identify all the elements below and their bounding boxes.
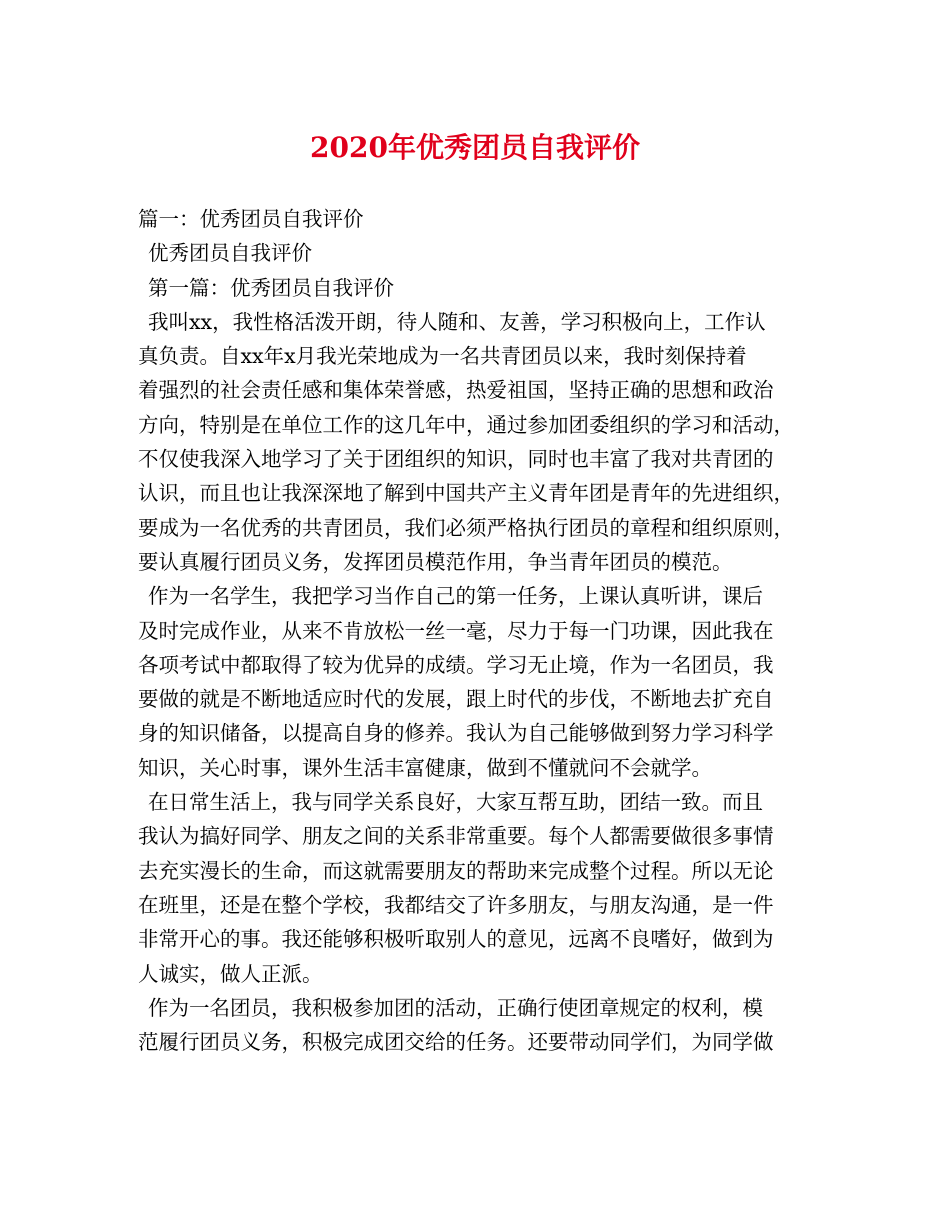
body-line: 我认为搞好同学、朋友之间的关系非常重要。每个人都需要做很多事情	[138, 824, 774, 849]
body-line: 方向，特别是在单位工作的这几年中，通过参加团委组织的学习和活动，	[138, 412, 794, 437]
body-line: 作为一名学生，我把学习当作自己的第一任务，上课认真听讲，课后	[148, 584, 763, 609]
body-line: 人诚实，做人正派。	[138, 961, 323, 986]
body-line: 第一篇：优秀团员自我评价	[148, 275, 394, 300]
body-line: 非常开心的事。我还能够积极听取别人的意见，远离不良嗜好，做到为	[138, 927, 774, 952]
body-line: 真负责。自xx年x月我光荣地成为一名共青团员以来，我时刻保持着	[138, 344, 747, 369]
body-line: 及时完成作业，从来不肯放松一丝一毫，尽力于每一门功课，因此我在	[138, 618, 774, 643]
body-line: 我叫xx，我性格活泼开朗，待人随和、友善，学习积极向上，工作认	[148, 309, 766, 334]
body-line: 在班里，还是在整个学校，我都结交了许多朋友，与朋友沟通，是一件	[138, 892, 774, 917]
body-line: 优秀团员自我评价	[148, 241, 312, 266]
body-line: 范履行团员义务，积极完成团交给的任务。还要带动同学们，为同学做	[138, 1030, 774, 1055]
body-line: 要成为一名优秀的共青团员，我们必须严格执行团员的章程和组织原则，	[138, 515, 794, 540]
body-line: 作为一名团员，我积极参加团的活动，正确行使团章规定的权利，模	[148, 995, 763, 1020]
body-line: 着强烈的社会责任感和集体荣誉感，热爱祖国，坚持正确的思想和政治	[138, 378, 774, 403]
body-line: 篇一：优秀团员自我评价	[138, 207, 364, 231]
body-line: 要做的就是不断地适应时代的发展，跟上时代的步伐，不断地去扩充自	[138, 687, 774, 712]
document-body	[138, 202, 828, 1059]
body-line: 各项考试中都取得了较为优异的成绩。学习无止境，作为一名团员，我	[138, 652, 774, 677]
body-line: 在日常生活上，我与同学关系良好，大家互帮互助，团结一致。而且	[148, 790, 763, 815]
body-line: 知识，关心时事，课外生活丰富健康，做到不懂就问不会就学。	[138, 755, 712, 780]
body-line: 身的知识储备，以提高自身的修养。我认为自己能够做到努力学习科学	[138, 721, 774, 746]
body-line: 要认真履行团员义务，发挥团员模范作用，争当青年团员的模范。	[138, 549, 733, 574]
body-line: 不仅使我深入地学习了关于团组织的知识，同时也丰富了我对共青团的	[138, 447, 774, 472]
body-line: 去充实漫长的生命，而这就需要朋友的帮助来完成整个过程。所以无论	[138, 858, 774, 883]
document-title: 2020年优秀团员自我评价	[310, 131, 640, 164]
body-line: 认识，而且也让我深深地了解到中国共产主义青年团是青年的先进组织，	[138, 481, 794, 506]
